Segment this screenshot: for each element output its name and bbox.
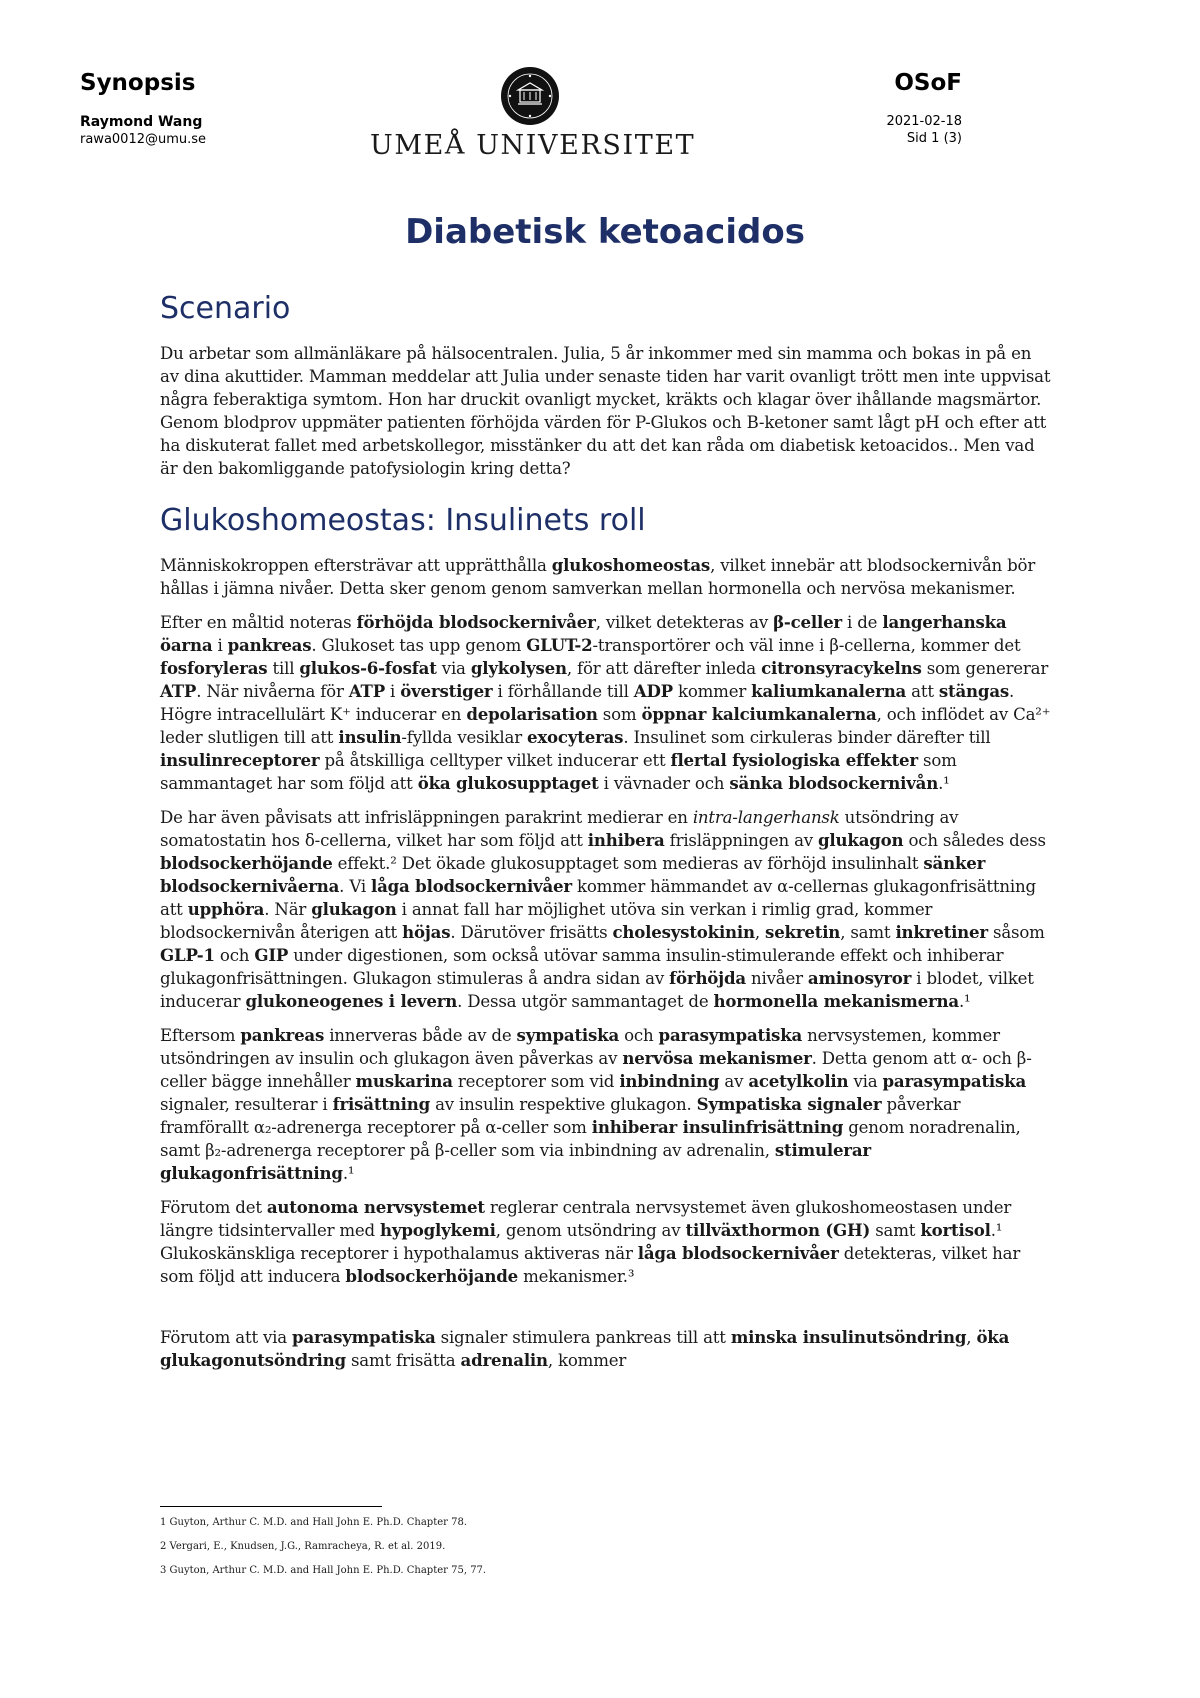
paragraph: Förutom att via parasympatiska signaler stimulera pankreas till att minska insulinutsöndring, öka glukagonutsöndring samt frisätta adrenalin, kommer xyxy=(160,1327,1010,1370)
footnote: 3 Guyton, Arthur C. M.D. and Hall John E. Ph.D. Chapter 75, 77. xyxy=(160,1565,487,1576)
paragraph: De har även påvisats att infrisläppningen parakrint medierar en intra-langerhansk utsöndring av somatostatin hos δ-cellerna, vilket har som följd att inhibera frisläppningen av glukagon och således dess blodsockerhöjande effekt.² Det ökade glukosupptaget som medieras av förhöjd insulinhalt sänker blodsockernivåerna. Vi låga blodsockernivåer kommer hämmandet av α-cellernas glukagonfrisättning att upphöra. När glukagon i annat fall har möjlighet utöva sin verkan i rimlig grad, kommer blodsockernivån återigen att höjas. Därutöver frisätts cholesystokinin, sekretin, samt inkretiner såsom GLP-1 och GIP under digestionen, som också utövar samma insulin-stimulerande effekt och inhiberar glukagonfrisättningen. Glukagon stimuleras å andra sidan av förhöjda nivåer aminosyror i blodet, vilket inducerar glukoneogenes i levern. Dessa utgör sammantaget de hormonella mekanismerna.¹ xyxy=(160,808,1046,1011)
footnote: 2 Vergari, E., Knudsen, J.G., Ramracheya, R. et al. 2019. xyxy=(160,1541,446,1552)
document-date: 2021-02-18 xyxy=(886,114,962,129)
document-title: Diabetisk ketoacidos xyxy=(405,212,805,252)
document-type: Synopsis xyxy=(80,70,196,96)
footnote: 1 Guyton, Arthur C. M.D. and Hall John E. Ph.D. Chapter 78. xyxy=(160,1517,468,1528)
header-right xyxy=(886,70,962,146)
university-name: UMEÅ UNIVERSITET xyxy=(370,130,696,161)
paragraph: Eftersom pankreas innerveras både av de sympatiska och parasympatiska nervsystemen, kommer utsöndringen av insulin och glukagon även påverkas av nervösa mekanismer. Detta genom att α- och β-celler bägge innehåller muskarina receptorer som vid inbindning av acetylkolin via parasympatiska signaler, resulterar i frisättning av insulin respektive glukagon. Sympatiska signaler påverkar framförallt α₂-adrenerga receptorer på α-celler som inhiberar insulinfrisättning genom noradrenalin, samt β₂-adrenerga receptorer på β-celler som via inbindning av adrenalin, stimulerar glukagonfrisättning.¹ xyxy=(160,1025,1032,1183)
course-code: OSoF xyxy=(894,70,962,96)
university-logo xyxy=(370,66,696,161)
paragraph: Människokroppen eftersträvar att upprätthålla glukoshomeostas, vilket innebär att blodsockernivån bör hållas i jämna nivåer. Detta sker genom genom samverkan mellan hormonella och nervösa mekanismer. xyxy=(160,555,1036,598)
author-email: rawa0012@umu.se xyxy=(80,132,207,147)
document-body xyxy=(160,290,1052,1383)
section-heading-glukoshomeostas: Glukoshomeostas: Insulinets roll xyxy=(160,503,646,538)
paragraph: Efter en måltid noteras förhöjda blodsockernivåer, vilket detekteras av β-celler i de langerhanska öarna i pankreas. Glukoset tas upp genom GLUT-2-transportörer och väl inne i β-cellerna, kommer det fosforyleras till glukos-6-fosfat via glykolysen, för att därefter inleda citronsyracykelns som genererar ATP. När nivåerna för ATP i överstiger i förhållande till ADP kommer kaliumkanalerna att stängas. Högre intracellulärt K⁺ inducerar en depolarisation som öppnar kalciumkanalerna, och inflödet av Ca²⁺ leder slutligen till att insulin-fyllda vesiklar exocyteras. Insulinet som cirkuleras binder därefter till insulinreceptorer på åtskilliga celltyper vilket inducerar ett flertal fysiologiska effekter som sammantaget har som följd att öka glukosupptaget i vävnader och sänka blodsockernivån.¹ xyxy=(160,612,1051,793)
paragraph: Förutom det autonoma nervsystemet reglerar centrala nervsystemet även glukoshomeostasen under längre tidsintervaller med hypoglykemi, genom utsöndring av tillväxthormon (GH) samt kortisol.¹ Glukoskänskliga receptorer i hypothalamus aktiveras när låga blodsockernivåer detekteras, vilket har som följd att inducera blodsockerhöjande mekanismer.³ xyxy=(160,1197,1021,1286)
footnotes xyxy=(160,1506,860,1589)
page-number: Sid 1 (3) xyxy=(906,131,962,146)
paragraph: Du arbetar som allmänläkare på hälsocentralen. Julia, 5 år inkommer med sin mamma och bokas in på en av dina akuttider. Mamman meddelar att Julia under senaste tiden har varit ovanligt trött men inte uppvisat några feberaktiga symtom. Hon har druckit ovanligt mycket, kräkts och klagar över ihållande magsmärtor. Genom blodprov uppmäter patienten förhöjda värden för P-Glukos och B-ketoner samt lågt pH och efter att ha diskuterat fallet med arbetskollegor, misstänker du att det kan råda om diabetisk ketoacidos.. Men vad är den bakomliggande patofysiologin kring detta? xyxy=(160,344,1051,478)
header-left xyxy=(80,70,206,147)
footnote-divider xyxy=(160,1506,382,1507)
author-name: Raymond Wang xyxy=(80,114,203,130)
university-seal-icon xyxy=(500,66,560,126)
section-heading-scenario: Scenario xyxy=(160,291,291,326)
